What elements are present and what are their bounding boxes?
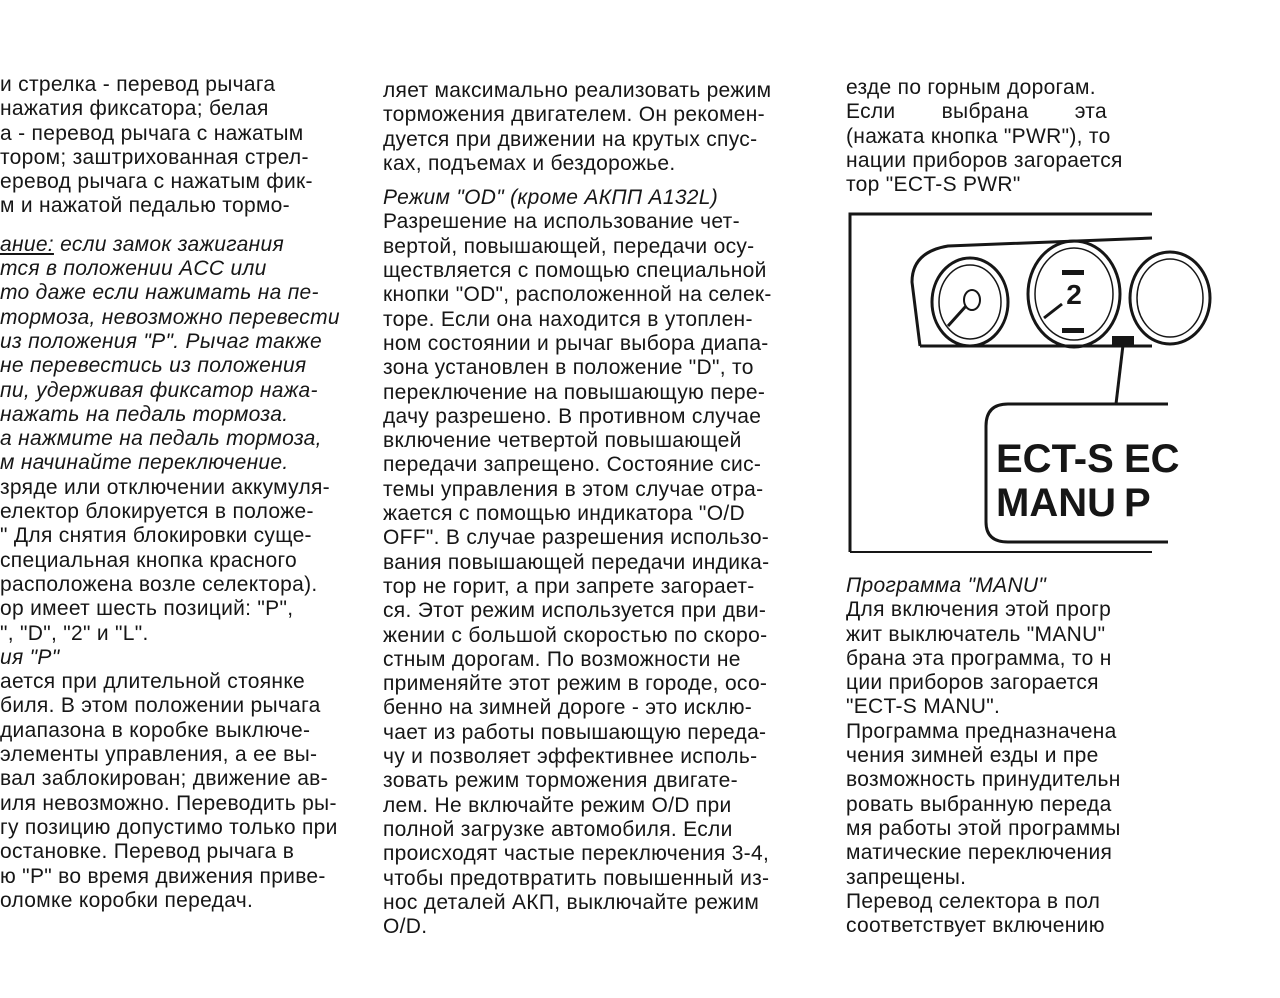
text-line: тормоза, невозможно перевести: [0, 305, 340, 329]
callout-label-manu: MANU: [996, 481, 1116, 525]
text-line: и стрелка - перевод рычага: [0, 73, 276, 96]
text-line: расположена возле селектора).: [0, 572, 318, 596]
text-line: дачу разрешено. В противном случае: [383, 404, 762, 428]
text-line: Перевод селектора в пол: [846, 889, 1101, 913]
instrument-cluster-figure: [848, 212, 1180, 552]
text-line: торе. Если она находится в утоплен-: [383, 307, 753, 331]
text-line: возможность принудительн: [846, 768, 1121, 792]
text-line: темы управления в этом случае отра-: [383, 477, 764, 501]
text-line: жении с большой скоростью по скоро-: [383, 623, 768, 647]
text-line: происходят частые переключения 3-4,: [383, 842, 770, 866]
text-line: пи, удерживая фиксатор нажа-: [0, 378, 318, 402]
text-line: ках, подъемах и бездорожье.: [383, 151, 676, 175]
callout-label-ect-s: ECT-S: [996, 437, 1114, 481]
text-line: чения зимней езды и пре: [846, 744, 1099, 768]
text-line: то даже если нажимать на пе-: [0, 281, 319, 305]
text-line: зряде или отключении аккумуля-: [0, 475, 330, 499]
text-line: Если выбрана эта: [846, 100, 1107, 124]
note-text: если замок зажигания: [53, 232, 284, 256]
text-line: "ECT-S MANU".: [846, 695, 1001, 719]
text-line: ляет максимально реализовать режим: [383, 79, 772, 102]
column-right-top: [846, 76, 1151, 197]
callout-label-p: P: [1124, 481, 1151, 525]
note-label: ание:: [0, 232, 54, 256]
instrument-cluster-drawing: [848, 212, 1180, 552]
text-line: вал заблокирован; движение ав-: [0, 767, 328, 791]
text-line: кнопки "OD", расположенной на селек-: [383, 283, 772, 307]
text-line: брана эта программа, то н: [846, 646, 1112, 670]
text-line: не перевестись из положения: [0, 354, 307, 378]
text-line: жит выключатель "MANU": [846, 622, 1106, 646]
text-line: биля. В этом положении рычага: [0, 694, 321, 718]
text-line: тор не горит, а при запрете загорает-: [383, 574, 755, 598]
section-heading-p: ия "P": [0, 645, 60, 669]
text-line: матические переключения: [846, 841, 1113, 865]
text-line: ции приборов загорается: [846, 671, 1099, 695]
right-gauge: [1130, 252, 1210, 344]
text-line: Для включения этой прогр: [846, 598, 1112, 622]
text-line: элементы управления, а ее вы-: [0, 743, 318, 767]
section-heading-manu: Программа "MANU": [846, 574, 1047, 597]
text-line: включение четвертой повышающей: [383, 429, 742, 453]
text-line: дуется при движении на крутых спус-: [383, 127, 758, 151]
text-line: ном состоянии и рычаг выбора диапа-: [383, 331, 769, 355]
text-line: вания повышающей передачи индика-: [383, 550, 770, 574]
text-line: чает из работы повышающую переда-: [383, 720, 767, 744]
indicator-lamp: [1112, 336, 1134, 345]
text-line: диапазона в коробке выключе-: [0, 718, 311, 742]
text-line: ровать выбранную переда: [846, 792, 1112, 816]
callout-label-ec: EC: [1124, 437, 1180, 481]
text-line: ся. Этот режим используется при дви-: [383, 599, 767, 623]
text-line: а - перевод рычага с нажатым: [0, 121, 304, 145]
text-line: чу и позволяет эффективнее исполь-: [383, 745, 758, 769]
note-line: [0, 233, 362, 257]
text-line: полной загрузке автомобиля. Если: [383, 817, 733, 841]
text-line: бенно на зимней дороге - это исклю-: [383, 696, 753, 720]
text-line: " Для снятия блокировки суще-: [0, 524, 312, 548]
text-line: запрещены.: [846, 865, 967, 889]
text-line: остановке. Перевод рычага в: [0, 840, 295, 864]
text-line: нажатия фиксатора; белая: [0, 97, 269, 121]
col1-note-lines: [0, 257, 362, 476]
text-line: ор имеет шесть позиций: "P",: [0, 597, 294, 621]
text-line: м и нажатой педалью тормо-: [0, 194, 290, 218]
column-left: [0, 73, 362, 913]
text-line: ается при длительной стоянке: [0, 670, 306, 694]
text-line: из положения "P". Рычаг также: [0, 329, 322, 353]
text-line: стным дорогам. По возможности не: [383, 647, 741, 671]
text-line: O/D.: [383, 915, 428, 939]
text-line: жается с помощью индикатора "O/D: [383, 502, 745, 526]
text-line: езде по горным дорогам.: [846, 76, 1096, 99]
col1-lines-c: [0, 670, 362, 913]
text-line: вертой, повышающей, передачи осу-: [383, 234, 755, 258]
text-line: мя работы этой программы: [846, 816, 1121, 840]
svg-text:2: 2: [1066, 279, 1082, 310]
column-middle: [383, 79, 828, 939]
col2-lines-b: [383, 210, 828, 939]
text-line: м начинайте переключение.: [0, 451, 289, 475]
dashboard-outline: [912, 238, 1152, 346]
left-gauge: [932, 258, 1008, 346]
text-line: тся в положении ACC или: [0, 257, 267, 281]
text-line: применяйте этот режим в городе, осо-: [383, 672, 768, 696]
text-line: Разрешение на использование чет-: [383, 210, 740, 234]
col1-lines-a: [0, 73, 362, 219]
col1-lines-b: [0, 476, 362, 646]
text-line: зовать режим торможения двигате-: [383, 769, 738, 793]
text-line: гу позицию допустимо только при: [0, 815, 338, 839]
text-line: ществляется с помощью специальной: [383, 259, 767, 283]
text-line: зона установлен в положение "D", то: [383, 356, 754, 380]
text-line: передачи запрещено. Состояние сис-: [383, 453, 762, 477]
text-line: електор блокируется в положе-: [0, 500, 314, 524]
text-line: лем. Не включайте режим O/D при: [383, 793, 732, 817]
text-line: а нажмите на педаль тормоза,: [0, 427, 322, 451]
text-line: торможения двигателем. Он рекомен-: [383, 103, 765, 127]
text-line: нос деталей АКП, выключайте режим: [383, 890, 760, 914]
text-line: нации приборов загорается: [846, 148, 1123, 172]
column-right-bottom: [846, 574, 1151, 938]
text-line: Программа предназначена: [846, 719, 1117, 743]
text-line: (нажата кнопка "PWR"), то: [846, 124, 1111, 148]
text-line: соответствует включению: [846, 914, 1105, 938]
text-line: иля невозможно. Переводить ры-: [0, 791, 337, 815]
col2-lines-a: [383, 79, 828, 176]
text-line: ", "D", "2" и "L".: [0, 621, 149, 645]
section-heading-od: Режим "OD" (кроме АКПП A132L): [383, 186, 719, 210]
text-line: специальная кнопка красного: [0, 548, 297, 572]
text-line: тором; заштрихованная стрел-: [0, 145, 309, 169]
text-line: переключение на повышающую пере-: [383, 380, 766, 404]
text-line: нажать на педаль тормоза.: [0, 402, 289, 426]
text-line: OFF". В случае разрешения использо-: [383, 526, 770, 550]
text-line: тор "ECT-S PWR": [846, 173, 1021, 197]
text-line: чтобы предотвратить повышенный из-: [383, 866, 770, 890]
text-line: ю "P" во время движения приве-: [0, 864, 326, 888]
text-line: оломке коробки передач.: [0, 888, 254, 912]
text-line: еревод рычага с нажатым фик-: [0, 170, 313, 194]
